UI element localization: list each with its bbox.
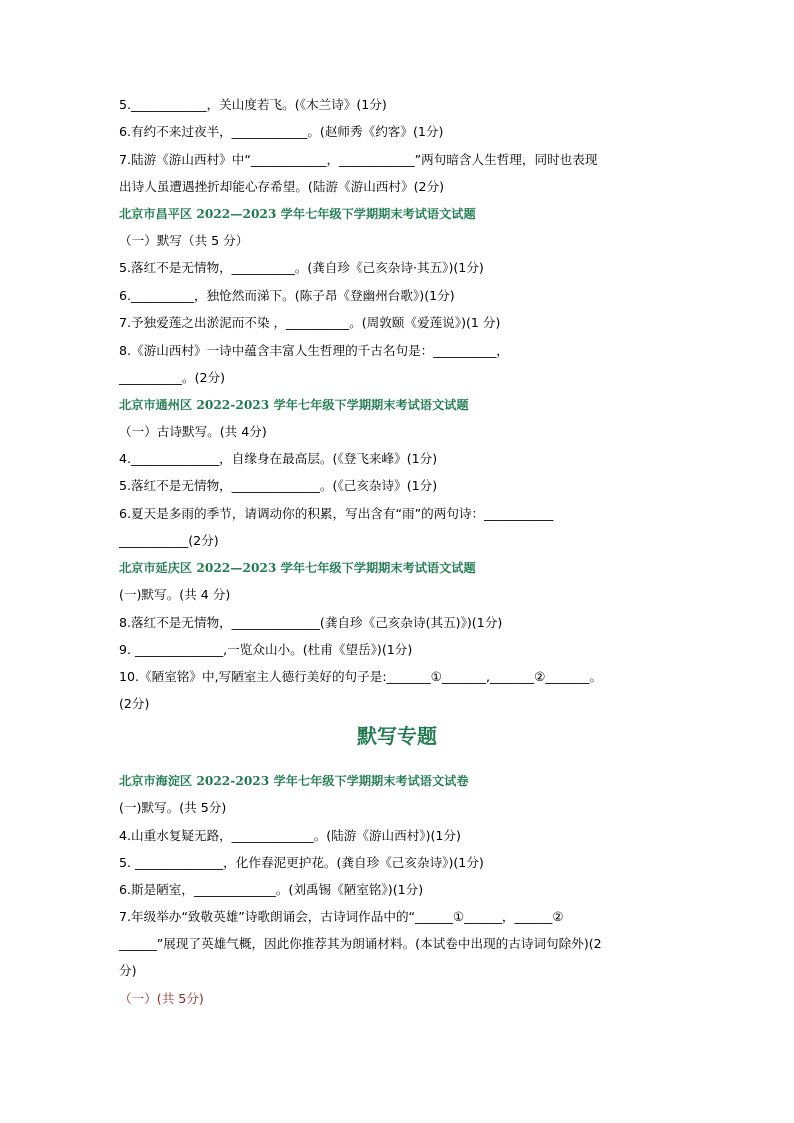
question-line: 6.__________，独怆然而涕下。(陈子昂《登幽州台歌》)(1分) — [119, 288, 455, 303]
question-line: 5.落红不是无情物，______________。(《己亥杂诗》(1分) — [119, 478, 438, 493]
question-line: 5.____________，关山度若飞。(《木兰诗》(1分) — [119, 97, 387, 112]
subsection-label: (一)默写。(共 5分) — [119, 800, 227, 815]
question-line: 6.有约不来过夜半，____________。(赵师秀《约客》(1分) — [119, 124, 444, 139]
section-heading: 北京市通州区 2022-2023 学年七年级下学期期末考试语文试题 — [119, 398, 469, 412]
question-line: 8.《游山西村》一诗中蕴含丰富人生哲理的千古名句是：__________， — [119, 343, 509, 358]
question-line: __________。(2分) — [119, 370, 225, 385]
subsection-label: （一）默写（共 5 分） — [119, 233, 249, 248]
question-line: 6.夏天是多雨的季节，请调动你的积累，写出含有“雨”的两句诗：___________ — [119, 506, 554, 521]
question-line: 7.予独爱莲之出淤泥而不染 ，__________。(周敦颐《爱莲说》)(1 分) — [119, 315, 501, 330]
section-heading: 北京市海淀区 2022-2023 学年七年级下学期期末考试语文试卷 — [119, 774, 469, 788]
topic-title: 默写专题 — [357, 724, 437, 748]
question-line: 4.山重水复疑无路，_____________。(陆游《游山西村》)(1分) — [119, 828, 461, 843]
question-line: ______”展现了英雄气概，因此你推荐其为朗诵材料。(本试卷中出现的古诗词句除外)(2 — [119, 936, 602, 951]
subsection-label: （一）(共 5分) — [119, 991, 204, 1006]
question-line: 9. ______________,一览众山小。(杜甫《望岳》)(1分) — [119, 642, 413, 657]
subsection-label: （一）古诗默写。(共 4分) — [119, 424, 267, 439]
question-line: 8.落红不是无情物，______________(龚自珍《己亥杂诗(其五)》)(1分) — [119, 615, 503, 630]
question-line: 5. ______________，化作春泥更护花。(龚自珍《己亥杂诗》)(1分) — [119, 855, 484, 870]
question-line: ___________(2分) — [119, 533, 219, 548]
question-line: (2分) — [119, 696, 150, 711]
section-heading: 北京市延庆区 2022—2023 学年七年级下学期期末考试语文试题 — [119, 561, 476, 575]
question-line: 10.《陋室铭》中,写陋室主人德行美好的句子是:_______①_______,_______②_______。 — [119, 669, 603, 684]
section-heading: 北京市昌平区 2022—2023 学年七年级下学期期末考试语文试题 — [119, 207, 476, 221]
question-line: 分) — [119, 963, 137, 978]
question-line: 7.陆游《游山西村》中“____________，____________”两句暗含人生哲理，同时也表现 — [119, 152, 598, 167]
question-line: 5.落红不是无情物，__________。(龚自珍《己亥杂诗·其五》)(1分) — [119, 260, 484, 275]
question-line: 出诗人虽遭遇挫折却能心存希望。(陆游《游山西村》(2分) — [119, 179, 445, 194]
subsection-label: (一)默写。(共 4 分) — [119, 587, 231, 602]
question-line: 7.年级举办“致敬英雄”诗歌朗诵会，古诗词作品中的“______①______，______② — [119, 909, 564, 924]
question-line: 6.斯是陋室，_____________。(刘禹锡《陋室铭》)(1分) — [119, 882, 424, 897]
question-line: 4.______________，自缘身在最高层。(《登飞来峰》(1分) — [119, 451, 438, 466]
